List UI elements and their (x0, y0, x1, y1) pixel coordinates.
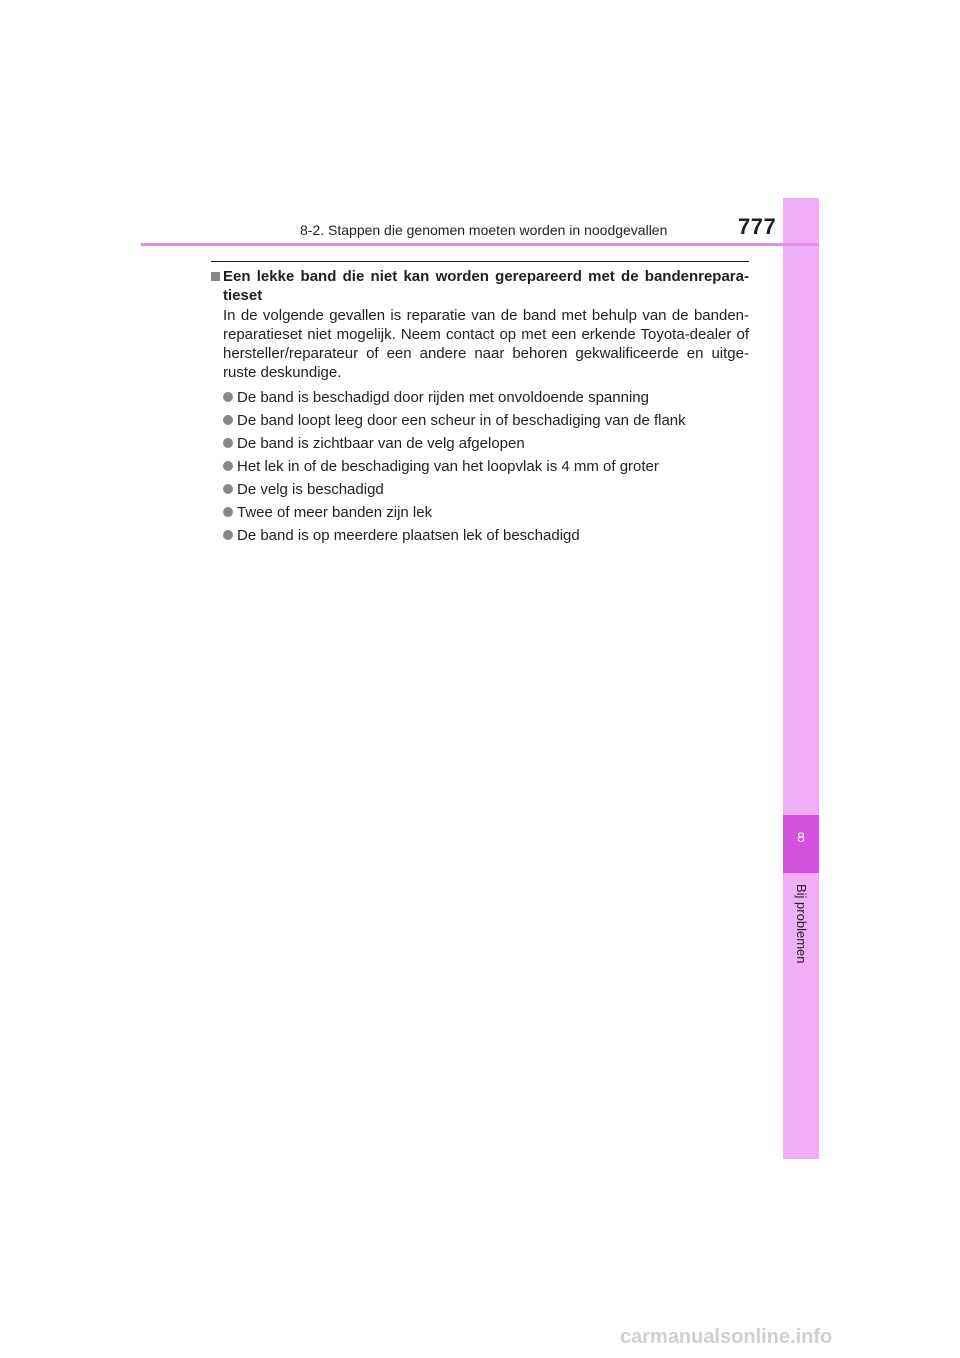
bullet-dot-icon (223, 392, 233, 402)
list-item (223, 503, 749, 522)
bullet-dot-icon (223, 461, 233, 471)
square-bullet-icon (211, 272, 220, 281)
list-item (223, 411, 749, 430)
list-item-text: De velg is beschadigd (237, 481, 384, 498)
bullet-dot-icon (223, 530, 233, 540)
watermark: carmanualsonline.info (620, 1326, 833, 1348)
bullet-dot-icon (223, 484, 233, 494)
bullet-dot-icon (223, 438, 233, 448)
header-rule (141, 243, 819, 246)
page-number: 777 (738, 214, 777, 239)
list-item (223, 388, 749, 407)
intro-paragraph: In de volgende gevallen is reparatie van de band met behulp van de banden-reparatieset niet mogelijk. Neem contact op met een erkende Toyota-dealer of hersteller/reparateur of een andere naar behoren gekwalificeerde en uitge-ruste deskundige. (223, 307, 749, 381)
chapter-number: 8 (797, 829, 805, 845)
section-title: 8-2. Stappen die genomen moeten worden in noodgevallen (300, 222, 668, 238)
list-item (223, 434, 749, 453)
bullet-dot-icon (223, 415, 233, 425)
chapter-label: Bij problemen (794, 884, 809, 964)
bullet-list (223, 388, 749, 545)
section-heading (211, 267, 749, 305)
bullet-dot-icon (223, 507, 233, 517)
list-item-text: De band loopt leeg door een scheur in of beschadiging van de flank (237, 412, 686, 429)
side-tab (783, 198, 819, 1159)
list-item-text: Het lek in of de beschadiging van het loopvlak is 4 mm of groter (237, 458, 659, 475)
content-divider (211, 261, 749, 262)
list-item-text: Twee of meer banden zijn lek (237, 504, 433, 521)
list-item-text: De band is beschadigd door rijden met onvoldoende spanning (237, 389, 649, 406)
list-item-text: De band is op meerdere plaatsen lek of beschadigd (237, 527, 580, 544)
list-item-text: De band is zichtbaar van de velg afgelopen (237, 435, 525, 452)
list-item (223, 457, 749, 476)
list-item (223, 480, 749, 499)
list-item (223, 526, 749, 545)
heading-text: Een lekke band die niet kan worden gerepareerd met de bandenrepara-tieset (223, 268, 749, 304)
content-section (211, 267, 749, 549)
